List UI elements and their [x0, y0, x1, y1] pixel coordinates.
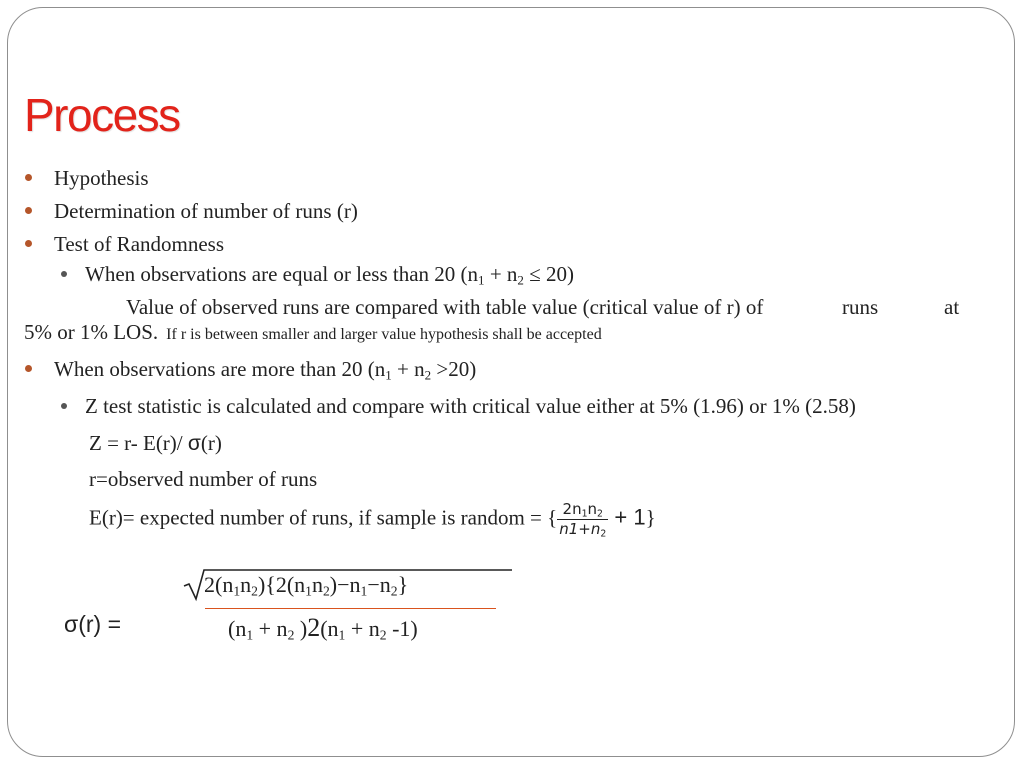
sub-bullet-marker: [61, 271, 67, 277]
expected-runs-fraction: $\frac{2n_1n_2}{n1+n_2}$: [559, 500, 607, 540]
slide-title: Process: [24, 89, 180, 141]
sub-bullet-small-sample: When observations are equal or less than 20 $(n_1 + n_2 \le 20)$: [85, 262, 574, 288]
bullet-randomness: Test of Randomness: [54, 232, 225, 256]
bullet-runs: Determination of number of runs (r): [54, 199, 358, 223]
fraction-bar: [205, 608, 496, 609]
z-formula: Z = r- E(r)/ σ(r): [89, 431, 222, 455]
bullet-marker: [25, 174, 32, 181]
bullet-hypothesis: Hypothesis: [54, 166, 149, 190]
bullet-marker: [25, 207, 32, 214]
bullet-marker: [25, 240, 32, 247]
sigma-label: σ(r) =: [64, 611, 121, 637]
para-line-2: 5% or 1% LOS. If r is between smaller and larger value hypothesis shall be accepted: [24, 320, 602, 344]
para-word-runs: runs: [842, 295, 879, 319]
sigma-denominator: ($n_1 + n_2$ )$2(n_1 + n_2$ -1): [228, 613, 418, 643]
expected-runs-formula: E(r)= expected number of runs, if sample is random = { $\frac{2n_1n_2}{n1+n_2}$ + 1}: [89, 500, 656, 540]
sigma-numerator: $2(n_1n_2)\{2(n_1n_2)-n_1-n_2\}$: [204, 572, 409, 599]
bullet-marker: [25, 365, 32, 372]
para-line-1: Value of observed runs are compared with table value (critical value of r) of: [126, 295, 764, 319]
sub-bullet-z-test: Z test statistic is calculated and compare with critical value either at 5% (1.96) or 1% (2.58): [85, 394, 856, 418]
r-definition: r=observed number of runs: [89, 467, 318, 491]
sub-bullet-marker: [61, 403, 67, 409]
para-word-at: at: [944, 295, 960, 319]
bullet-large-sample: When observations are more than 20 $(n_1 + n_2 >20)$: [54, 357, 477, 383]
